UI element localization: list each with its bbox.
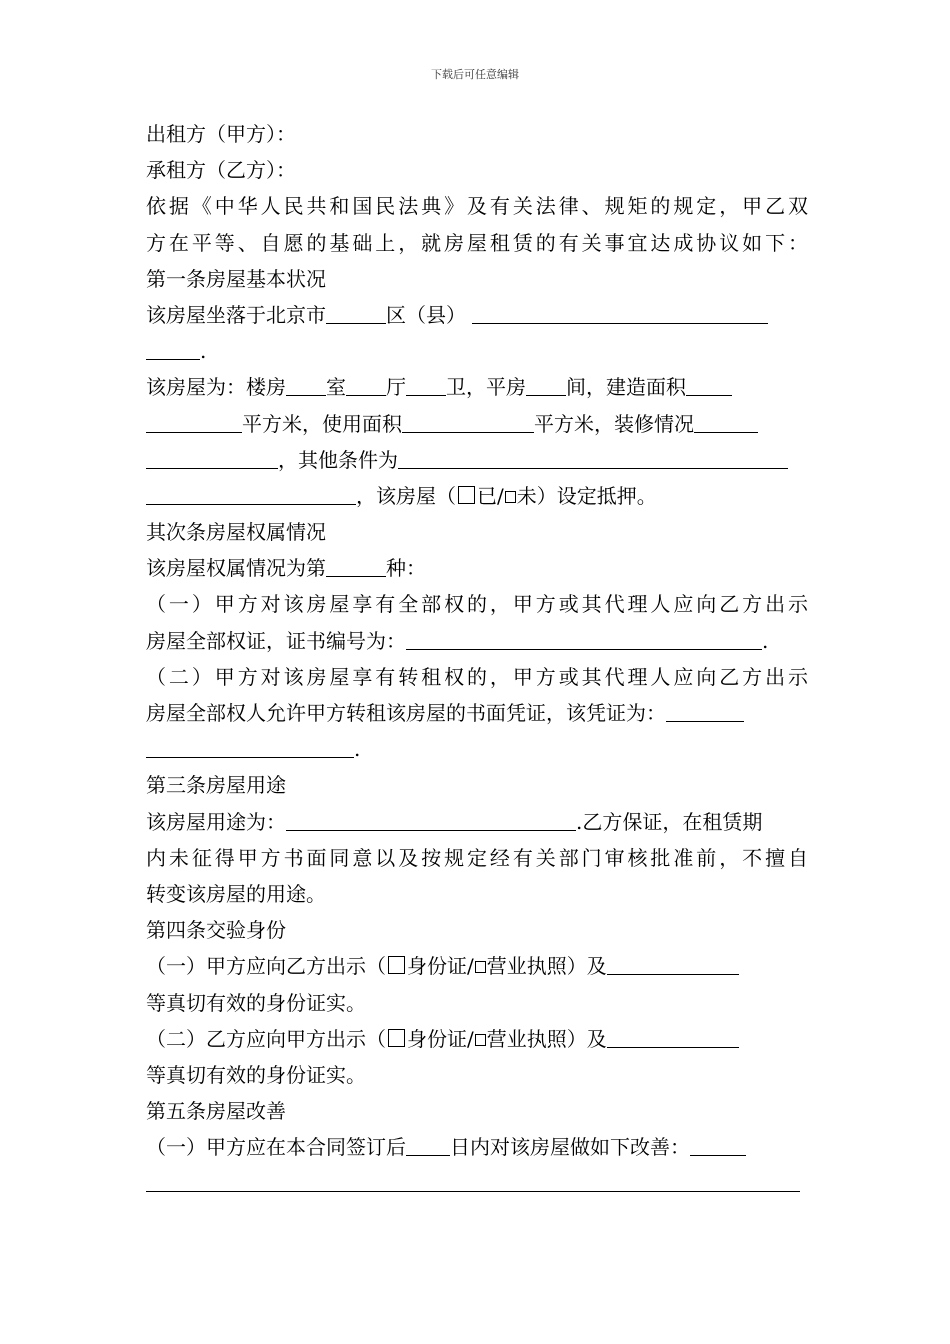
article-title: 第四条交验身份 xyxy=(146,918,286,943)
article-2-p1-line2 xyxy=(146,623,808,659)
text: （二）乙方应向甲方出示（ xyxy=(146,1026,386,1051)
text: （二）甲方对该房屋享有转租权的，甲方或其代理人应向乙方出示 xyxy=(146,664,808,689)
decoration-blank-cont[interactable] xyxy=(146,444,278,469)
page-header: 下载后可任意编辑 xyxy=(431,68,519,81)
improvement-blank-cont[interactable] xyxy=(146,1167,800,1192)
article-1-location-cont xyxy=(146,333,808,369)
lessor-line xyxy=(146,116,808,152)
build-area-blank-cont[interactable] xyxy=(146,408,242,433)
intro-text: 方在平等、自愿的基础上，就房屋租赁的有关事宜达成协议如下： xyxy=(146,230,808,255)
ownership-kind-blank[interactable] xyxy=(326,552,386,577)
usage-blank[interactable] xyxy=(286,806,576,831)
text: 区（县） xyxy=(386,302,466,327)
article-4-p2-tail xyxy=(146,1057,808,1093)
text: . xyxy=(354,737,361,762)
contract-body xyxy=(146,116,808,1202)
checkbox-icon[interactable] xyxy=(475,961,486,973)
article-4-p2 xyxy=(146,1021,808,1057)
article-2-title xyxy=(146,514,808,550)
text: 内未征得甲方书面同意以及按规定经有关部门审核批准前，不擅自 xyxy=(146,845,808,870)
halls-blank[interactable] xyxy=(346,371,386,396)
text: 该房屋用途为： xyxy=(146,809,286,834)
article-4-p1 xyxy=(146,948,808,984)
text: 日内对该房屋做如下改善： xyxy=(450,1135,690,1160)
article-1-title xyxy=(146,261,808,297)
text: 房屋全部权人允许甲方转租该房屋的书面凭证，该凭证为： xyxy=(146,701,666,725)
decoration-blank[interactable] xyxy=(694,408,758,433)
text: 平方米，装修情况 xyxy=(534,411,694,436)
article-5-p1 xyxy=(146,1129,808,1165)
text: 室 xyxy=(326,375,346,400)
other-conditions-blank[interactable] xyxy=(398,444,788,469)
article-3-title xyxy=(146,767,808,803)
text: . xyxy=(762,628,769,653)
rooms-blank[interactable] xyxy=(286,371,326,396)
text: 营业执照）及 xyxy=(486,1026,607,1051)
article-4-p1-tail xyxy=(146,985,808,1021)
text: 已/ xyxy=(477,483,504,508)
text: （一）甲方应向乙方出示（ xyxy=(146,954,386,979)
article-2-kind xyxy=(146,550,808,586)
checkbox-icon[interactable] xyxy=(388,1029,405,1047)
article-title: 第三条房屋用途 xyxy=(146,773,286,798)
text: 身份证/ xyxy=(407,1026,474,1051)
sublease-proof-blank-cont[interactable] xyxy=(146,733,354,758)
address-blank-cont[interactable] xyxy=(146,335,200,360)
article-title: 第一条房屋基本状况 xyxy=(146,266,326,291)
checkbox-icon[interactable] xyxy=(505,491,516,503)
text: 种： xyxy=(386,556,426,581)
article-1-area xyxy=(146,406,808,442)
intro-line-2 xyxy=(146,225,808,261)
text: （一）甲方对该房屋享有全部权的，甲方或其代理人应向乙方出示 xyxy=(146,592,808,617)
text: 等真切有效的身份证实。 xyxy=(146,990,366,1015)
lessee-id-blank[interactable] xyxy=(607,1023,739,1048)
text: 营业执照）及 xyxy=(486,954,607,979)
lessee-label: 承租方（乙方）： xyxy=(146,158,296,183)
text: 未）设定抵押。 xyxy=(516,483,657,508)
lessor-label: 出租方（甲方）： xyxy=(146,122,296,146)
article-2-p1-line1 xyxy=(146,586,808,622)
improvement-blank[interactable] xyxy=(690,1131,746,1156)
article-2-p2-line3 xyxy=(146,731,808,767)
address-blank[interactable] xyxy=(472,299,768,324)
intro-text: 依据《中华人民共和国民法典》及有关法律、规矩的规定，甲乙双 xyxy=(146,194,808,219)
article-5-title xyxy=(146,1093,808,1129)
text: 房屋全部权证，证书编号为： xyxy=(146,628,406,653)
text: 该房屋权属情况为第 xyxy=(146,556,326,581)
text: . xyxy=(200,339,207,364)
text: 身份证/ xyxy=(407,954,474,979)
lessee-line xyxy=(146,152,808,188)
text: 该房屋坐落于北京市 xyxy=(146,302,326,327)
article-title: 第五条房屋改善 xyxy=(146,1099,286,1124)
text: （一）甲方应在本合同签订后 xyxy=(146,1135,406,1160)
article-2-p2-line1 xyxy=(146,659,808,695)
intro-line-1 xyxy=(146,188,808,224)
text: 转变该房屋的用途。 xyxy=(146,881,326,906)
article-3-line3 xyxy=(146,876,808,912)
build-area-blank[interactable] xyxy=(686,371,732,396)
article-1-other xyxy=(146,442,808,478)
text: 间，建造面积 xyxy=(566,375,686,400)
article-3-line1 xyxy=(146,804,808,840)
article-3-line2 xyxy=(146,840,808,876)
checkbox-icon[interactable] xyxy=(388,956,405,974)
text: .乙方保证，在租赁期 xyxy=(576,809,763,834)
text: ，该房屋（ xyxy=(356,483,456,508)
article-1-location xyxy=(146,297,808,333)
article-4-title xyxy=(146,912,808,948)
other-conditions-blank-cont[interactable] xyxy=(146,480,356,505)
checkbox-icon[interactable] xyxy=(458,486,475,504)
article-1-mortgage xyxy=(146,478,808,514)
sublease-proof-blank[interactable] xyxy=(666,697,744,722)
text: 厅 xyxy=(386,375,406,400)
text: 该房屋为：楼房 xyxy=(146,375,286,400)
baths-blank[interactable] xyxy=(406,371,446,396)
article-2-p2-line2 xyxy=(146,695,808,731)
text: 平方米，使用面积 xyxy=(242,411,402,436)
article-5-p1-cont xyxy=(146,1165,808,1201)
text: 等真切有效的身份证实。 xyxy=(146,1062,366,1087)
article-1-type xyxy=(146,369,808,405)
usable-area-blank[interactable] xyxy=(402,408,534,433)
district-blank[interactable] xyxy=(326,299,386,324)
article-title: 其次条房屋权属情况 xyxy=(146,520,326,545)
certificate-number-blank[interactable] xyxy=(406,625,762,650)
text: 卫，平房 xyxy=(446,375,526,400)
lessor-id-blank[interactable] xyxy=(607,950,739,975)
bungalow-rooms-blank[interactable] xyxy=(526,371,566,396)
days-blank[interactable] xyxy=(406,1131,450,1156)
text: ，其他条件为 xyxy=(278,447,398,472)
checkbox-icon[interactable] xyxy=(475,1034,486,1046)
